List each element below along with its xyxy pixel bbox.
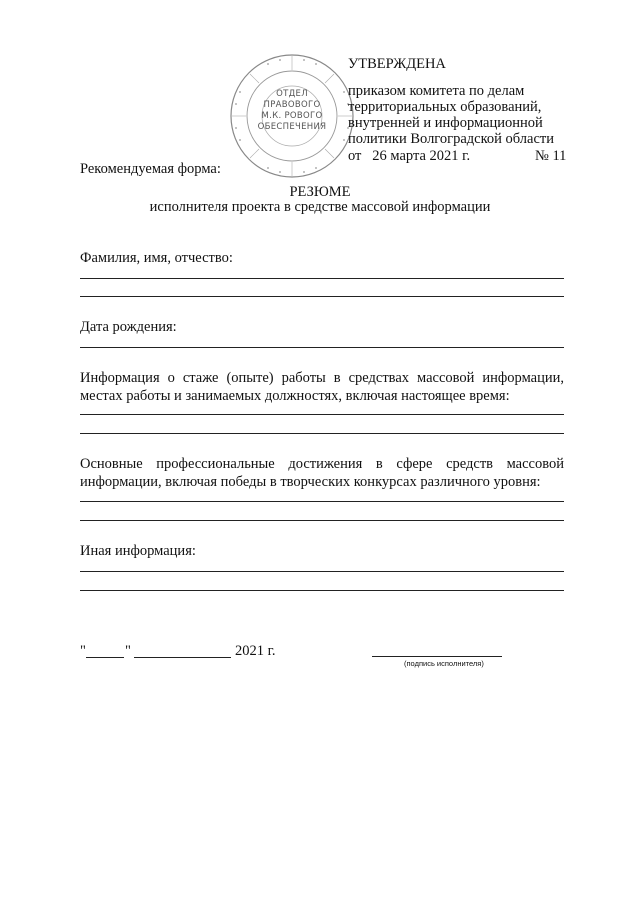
other-info-input-line-1[interactable] bbox=[80, 571, 564, 572]
experience-input-line-2[interactable] bbox=[80, 433, 564, 434]
achievements-input-line-1[interactable] bbox=[80, 501, 564, 502]
dob-label: Дата рождения: bbox=[80, 319, 177, 335]
experience-input-line-1[interactable] bbox=[80, 414, 564, 415]
document-title: РЕЗЮМЕ bbox=[289, 184, 351, 200]
fio-input-line-2[interactable] bbox=[80, 296, 564, 297]
stamp-line-2: ПРАВОВОГО bbox=[263, 100, 321, 110]
approval-title: УТВЕРЖДЕНА bbox=[348, 56, 446, 72]
other-info-label: Иная информация: bbox=[80, 543, 196, 559]
achievements-input-line-2[interactable] bbox=[80, 520, 564, 521]
fio-label: Фамилия, имя, отчество: bbox=[80, 250, 233, 266]
signature-year: 2021 г. bbox=[235, 643, 276, 659]
approval-line-3: внутренней и информационной bbox=[348, 115, 543, 131]
stamp-line-3: М.К. РОВОГО bbox=[261, 111, 323, 121]
approval-line-2: территориальных образований, bbox=[348, 99, 542, 115]
approval-line-4: политики Волгоградской области bbox=[348, 131, 555, 147]
other-info-input-line-2[interactable] bbox=[80, 590, 564, 591]
experience-label: Информация о стаже (опыте) работы в средствах массовой информации, местах работы и занимаемых должностях, включая настоящее время: bbox=[80, 370, 564, 404]
document-subtitle: исполнителя проекта в средстве массовой информации bbox=[149, 199, 491, 215]
approval-line-1: приказом комитета по делам bbox=[348, 83, 525, 99]
day-input-line[interactable] bbox=[86, 657, 124, 658]
recommended-form-label: Рекомендуемая форма: bbox=[80, 161, 221, 177]
approval-number: № 11 bbox=[535, 148, 567, 164]
fio-input-line-1[interactable] bbox=[80, 278, 564, 279]
signature-caption: (подпись исполнителя) bbox=[404, 659, 484, 668]
date-quote-open: " bbox=[80, 643, 86, 659]
dob-input-line[interactable] bbox=[80, 347, 564, 348]
achievements-label: Основные профессиональные достижения в сфере средств массовой информации, включая победы в творческих конкурсах различного уровня: bbox=[80, 456, 564, 490]
official-stamp bbox=[228, 52, 356, 180]
stamp-line-4: ОБЕСПЕЧЕНИЯ bbox=[257, 122, 327, 132]
month-input-line[interactable] bbox=[134, 657, 231, 658]
date-quote-close: " bbox=[125, 643, 131, 659]
signature-input-line[interactable] bbox=[372, 656, 502, 657]
stamp-text bbox=[228, 52, 356, 180]
stamp-line-1: ОТДЕЛ bbox=[276, 89, 308, 99]
approval-date: от 26 марта 2021 г. bbox=[348, 148, 471, 164]
